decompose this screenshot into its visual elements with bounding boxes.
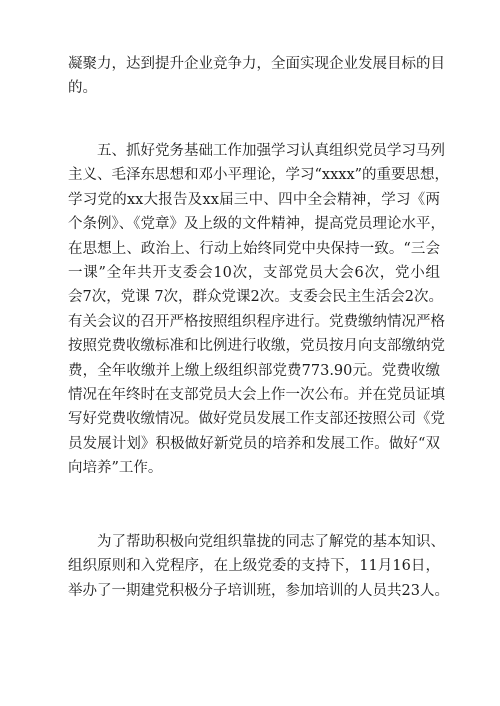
text-line: 费，全年收缴并上缴上级组织部党费773.90元。党费收缴 [68, 362, 440, 379]
text-line: 员发展计划》积极做好新党员的培养和发展工作。做好“双 [68, 435, 440, 452]
text-line: 一课”全年共开支委会10次，支部党员大会6次，党小组 [68, 264, 440, 281]
text-line: 有关会议的召开严格按照组织程序进行。党费缴纳情况严格 [68, 313, 445, 330]
text-line: 组织原则和入党程序，在上级党委的支持下，11月16日， [68, 558, 440, 575]
paragraph-3 [68, 530, 449, 603]
text-line: 五、抓好党务基础工作加强学习认真组织党员学习马列 [97, 143, 445, 159]
text-line: 向培养”工作。 [68, 460, 163, 477]
text-line: 个条例》、《党章》及上级的文件精神，提高党员理论水平， [68, 216, 445, 233]
text-line: 为了帮助积极向党组织靠拢的同志了解党的基本知识、 [97, 534, 445, 550]
text-line: 举办了一期建党积极分子培训班，参加培训的人员共23人。 [68, 582, 449, 599]
paragraph-2 [68, 139, 450, 480]
text-line: 的。 [68, 80, 97, 97]
text-line: 按照党费收缴标准和比例进行收缴，党员按月向支部缴纳党 [68, 338, 445, 355]
text-line: 主义、毛泽东思想和邓小平理论，学习“xxxx”的重要思想， [68, 167, 450, 184]
text-line: 在思想上、政治上、行动上始终同党中央保持一致。“三会 [68, 240, 440, 257]
text-line: 情况在年终时在支部党员大会上作一次公布。并在党员证填 [68, 386, 445, 403]
text-line: 写好党费收缴情况。做好党员发展工作支部还按照公司《党 [68, 411, 445, 428]
text-line: 凝聚力，达到提升企业竞争力，全面实现企业发展目标的目 [68, 56, 445, 72]
paragraph-1 [68, 52, 445, 101]
text-line: 学习党的xx大报告及xx届三中、四中全会精神，学习《两 [68, 191, 440, 208]
text-line: 会7次，党课 7次，群众党课2次。支委会民主生活会2次。 [68, 289, 444, 306]
